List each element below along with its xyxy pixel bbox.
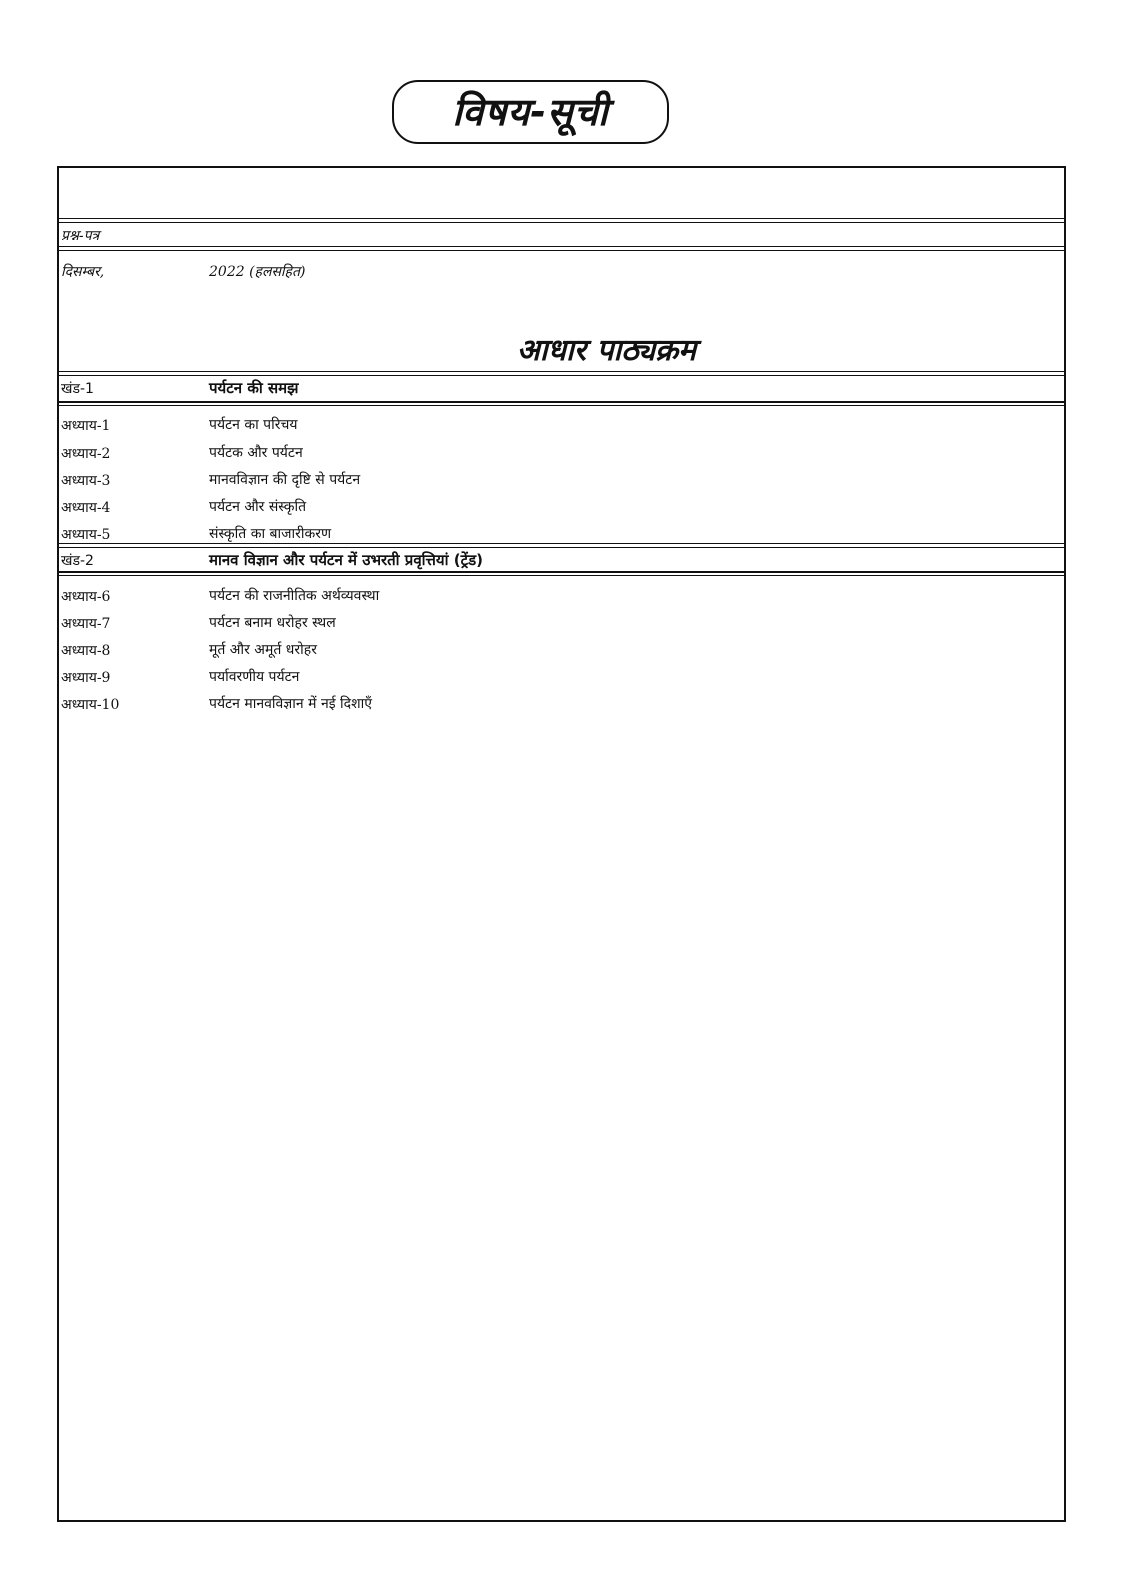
chapter-title: संस्कृति का बाजारीकरण: [209, 526, 332, 542]
chapter-label: अध्याय-5: [61, 527, 111, 543]
page-title: विषय-सूची: [452, 90, 609, 134]
paper-month: दिसम्बर,: [61, 264, 105, 280]
chapter-label: अध्याय-8: [61, 643, 111, 659]
chapter-title: पर्यटन की राजनीतिक अर्थव्यवस्था: [209, 588, 380, 604]
title-box: [392, 80, 669, 144]
divider: [59, 575, 1064, 576]
contents-frame: [57, 166, 1066, 1522]
divider: [59, 246, 1064, 247]
chapter-label: अध्याय-4: [61, 500, 111, 516]
chapter-title: पर्यावरणीय पर्यटन: [209, 669, 300, 685]
divider: [59, 218, 1064, 219]
divider: [59, 405, 1064, 406]
course-title: आधार पाठ्यक्रम: [516, 333, 697, 368]
divider: [59, 543, 1064, 544]
chapter-title: मूर्त और अमूर्त धरोहर: [209, 642, 317, 658]
divider: [59, 375, 1064, 376]
chapter-title: पर्यटन का परिचय: [209, 417, 298, 433]
chapter-label: अध्याय-9: [61, 670, 111, 686]
divider: [59, 222, 1064, 223]
section-title: पर्यटन की समझ: [209, 379, 299, 397]
chapter-title: पर्यटन और संस्कृति: [209, 499, 307, 515]
chapter-title: पर्यटक और पर्यटन: [209, 445, 303, 461]
paper-year-note: 2022 (हलसहित): [209, 264, 306, 280]
section-label: खंड-2: [61, 553, 94, 569]
divider: [59, 571, 1064, 573]
chapter-label: अध्याय-1: [61, 418, 111, 434]
divider: [59, 371, 1064, 372]
divider: [59, 250, 1064, 251]
chapter-title: पर्यटन बनाम धरोहर स्थल: [209, 615, 336, 631]
chapter-label: अध्याय-10: [61, 697, 120, 713]
divider: [59, 547, 1064, 548]
chapter-label: अध्याय-2: [61, 446, 111, 462]
chapter-label: अध्याय-6: [61, 589, 111, 605]
section-label: खंड-1: [61, 381, 94, 397]
chapter-title: मानवविज्ञान की दृष्टि से पर्यटन: [209, 472, 361, 488]
divider: [59, 401, 1064, 403]
section-title: मानव विज्ञान और पर्यटन में उभरती प्रवृत्तियां (ट्रेंड): [209, 551, 484, 569]
chapter-title: पर्यटन मानवविज्ञान में नई दिशाएँ: [209, 696, 372, 712]
question-paper-label: प्रश्न-पत्र: [61, 228, 100, 244]
chapter-label: अध्याय-7: [61, 616, 111, 632]
chapter-label: अध्याय-3: [61, 473, 111, 489]
